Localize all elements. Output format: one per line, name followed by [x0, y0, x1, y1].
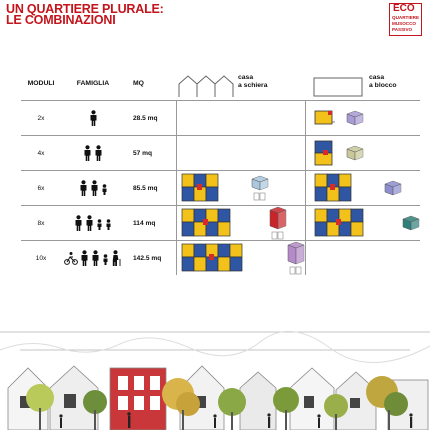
header-schiera-line-1: casa — [238, 74, 254, 81]
casa-a-blocco-cell — [305, 101, 420, 136]
terraced-volume-cube — [251, 175, 269, 191]
adult-person-icon — [80, 250, 89, 266]
block-volume-cube — [384, 180, 402, 196]
logo-line-1: QUARTIERE — [392, 15, 420, 20]
child-person-icon — [102, 251, 109, 265]
block-floor-plan — [314, 208, 392, 238]
terraced-outline-cubes — [253, 191, 267, 201]
block-volume-cube — [346, 145, 364, 161]
block-floor-plan — [314, 140, 336, 166]
terraced-volume-cube — [287, 241, 305, 265]
terraced-house-icon — [178, 72, 236, 98]
adult-person-icon — [79, 180, 88, 196]
logo-line-2: MUSOCCO — [392, 21, 416, 26]
moduli-cell: 8x — [21, 206, 61, 241]
terraced-floor-plan — [181, 243, 277, 273]
title-line-2: LE COMBINAZIONI — [6, 13, 116, 27]
page-title — [6, 4, 164, 26]
block-volume-cube — [346, 110, 364, 126]
logo — [389, 3, 422, 36]
combinations-table — [21, 66, 420, 275]
title-line-1: UN QUARTIERE PLURALE: — [6, 2, 164, 16]
child-person-icon — [105, 216, 112, 230]
logo-eco: ECO — [393, 3, 415, 14]
casa-a-schiera-cell — [176, 101, 305, 136]
mq-cell: 57 mq — [125, 136, 176, 171]
famiglia-cell — [61, 171, 125, 206]
adult-person-icon — [91, 250, 100, 266]
table-row — [21, 101, 420, 136]
table-row — [21, 136, 420, 171]
terraced-outline-cubes — [289, 265, 303, 275]
casa-a-blocco-cell — [305, 136, 420, 171]
table-row — [21, 206, 420, 241]
header-schiera-line-2: a schiera — [238, 81, 268, 89]
header-blocco-line-2: a blocco — [369, 81, 397, 89]
header-casa-a-schiera — [176, 66, 305, 101]
logo-line-3: PASSIVO — [392, 27, 413, 32]
adult-person-icon — [90, 180, 99, 196]
child-person-icon — [96, 216, 103, 230]
mq-cell: 142.5 mq — [125, 241, 176, 276]
adult-person-icon — [83, 145, 92, 161]
casa-a-schiera-cell — [176, 136, 305, 171]
casa-a-schiera-cell — [176, 206, 305, 241]
famiglia-cell — [61, 241, 125, 276]
terraced-volume-cube — [269, 206, 287, 230]
moduli-cell: 4x — [21, 136, 61, 171]
header-famiglia: FAMIGLIA — [76, 79, 110, 87]
casa-a-blocco-cell — [305, 206, 420, 241]
mq-cell: 85.5 mq — [125, 171, 176, 206]
moduli-cell: 10x — [21, 241, 61, 276]
famiglia-cell — [61, 101, 125, 136]
block-floor-plan — [314, 173, 374, 203]
mq-cell: 28.5 mq — [125, 101, 176, 136]
neighbourhood-skyline-illustration — [0, 330, 430, 430]
header-casa-a-blocco — [305, 66, 420, 101]
casa-a-blocco-cell — [305, 241, 420, 276]
adult-person-icon — [94, 145, 103, 161]
casa-a-blocco-cell — [305, 171, 420, 206]
adult-person-icon — [74, 215, 83, 231]
terraced-outline-cubes — [271, 230, 285, 240]
adult-person-icon — [89, 110, 98, 126]
table-row — [21, 171, 420, 206]
header-moduli: MODULI — [27, 79, 55, 87]
casa-a-schiera-cell — [176, 241, 305, 276]
terraced-floor-plan — [181, 208, 259, 238]
block-volume-cube — [402, 215, 420, 231]
elder-person-icon — [111, 250, 122, 266]
terraced-floor-plan — [181, 173, 241, 203]
adult-person-icon — [85, 215, 94, 231]
table-row — [21, 241, 420, 276]
bicycle-person-icon — [64, 251, 78, 265]
child-person-icon — [101, 181, 108, 195]
famiglia-cell — [61, 136, 125, 171]
block-floor-plan — [314, 110, 336, 126]
table-header-row — [21, 66, 420, 101]
moduli-cell: 6x — [21, 171, 61, 206]
mq-cell: 114 mq — [125, 206, 176, 241]
famiglia-cell — [61, 206, 125, 241]
header-blocco-line-1: casa — [369, 74, 385, 81]
header-mq: MQ — [133, 79, 144, 87]
block-house-icon — [313, 73, 365, 97]
casa-a-schiera-cell — [176, 171, 305, 206]
moduli-cell: 2x — [21, 101, 61, 136]
